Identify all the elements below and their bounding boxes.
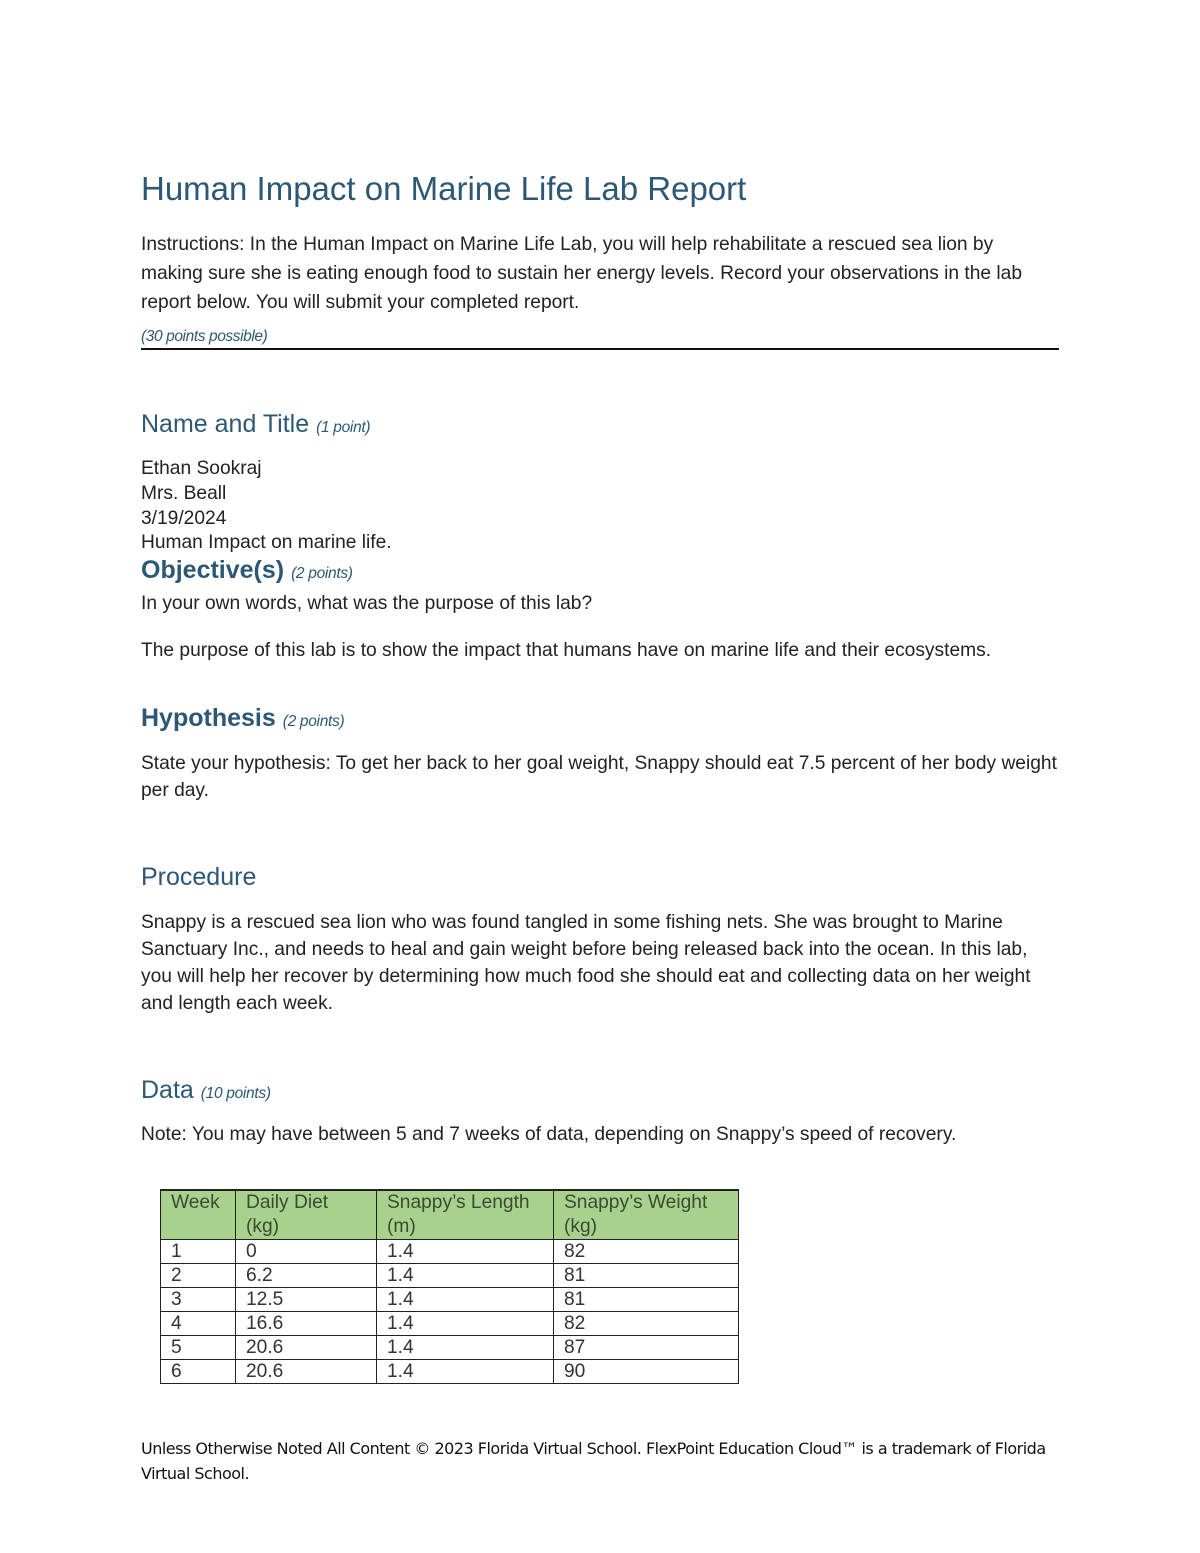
week-cell: 5 — [161, 1336, 236, 1360]
name-title-points: (1 point) — [316, 419, 371, 436]
hypothesis-heading-label: Hypothesis — [141, 704, 276, 732]
week-cell: 4 — [161, 1312, 236, 1336]
document-title: Human Impact on Marine Life Lab Report — [141, 170, 747, 207]
length-cell: 1.4 — [377, 1360, 554, 1384]
hypothesis-points: (2 points) — [282, 713, 345, 730]
weight-cell: 81 — [554, 1288, 739, 1312]
title-divider — [141, 348, 1059, 350]
name-title-heading — [141, 410, 370, 439]
copyright-footer: Unless Otherwise Noted All Content © 2023 Florida Virtual School. FlexPoint Education Cloud™ is a trademark of Florida Virtual School. — [141, 1439, 1046, 1483]
report-subtitle: Human Impact on marine life. — [141, 532, 392, 553]
column-header-weight: Snappy’s Weight (kg) — [554, 1190, 739, 1240]
diet-cell: 16.6 — [236, 1312, 377, 1336]
name-title-heading-label: Name and Title — [141, 410, 310, 438]
data-points: (10 points) — [200, 1085, 271, 1102]
objective-prompt: In your own words, what was the purpose of this lab? — [141, 593, 593, 614]
diet-cell: 0 — [236, 1240, 377, 1264]
points-possible-note: (30 points possible) — [141, 328, 268, 345]
teacher-name: Mrs. Beall — [141, 483, 227, 504]
diet-cell: 20.6 — [236, 1336, 377, 1360]
weight-cell: 82 — [554, 1312, 739, 1336]
table-row — [161, 1264, 739, 1288]
week-cell: 3 — [161, 1288, 236, 1312]
diet-cell: 6.2 — [236, 1264, 377, 1288]
length-cell: 1.4 — [377, 1288, 554, 1312]
table-row — [161, 1336, 739, 1360]
length-cell: 1.4 — [377, 1240, 554, 1264]
diet-cell: 12.5 — [236, 1288, 377, 1312]
data-heading — [141, 1076, 271, 1105]
table-header-row — [161, 1190, 739, 1240]
table-row — [161, 1360, 739, 1384]
data-heading-label: Data — [141, 1076, 194, 1104]
objective-answer: The purpose of this lab is to show the impact that humans have on marine life and their ecosystems. — [141, 640, 992, 661]
column-header-length: Snappy’s Length (m) — [377, 1190, 554, 1240]
column-header-daily-diet: Daily Diet (kg) — [236, 1190, 377, 1240]
weight-cell: 82 — [554, 1240, 739, 1264]
week-cell: 1 — [161, 1240, 236, 1264]
length-cell: 1.4 — [377, 1312, 554, 1336]
weight-cell: 87 — [554, 1336, 739, 1360]
objective-points: (2 points) — [291, 565, 353, 582]
length-cell: 1.4 — [377, 1264, 554, 1288]
procedure-heading: Procedure — [141, 863, 257, 891]
procedure-text: Snappy is a rescued sea lion who was found tangled in some fishing nets. She was brought to Marine Sanctuary Inc., and needs to heal and gain weight before being released back into the ocean. In this lab, you will help her recover by determining how much food she should eat and collecting data on her weight and length each week. — [141, 912, 1031, 1014]
weight-cell: 90 — [554, 1360, 739, 1384]
weight-cell: 81 — [554, 1264, 739, 1288]
data-note: Note: You may have between 5 and 7 weeks of data, depending on Snappy’s speed of recovery. — [141, 1124, 957, 1145]
hypothesis-text: State your hypothesis: To get her back to her goal weight, Snappy should eat 7.5 percent of her body weight per day. — [141, 753, 1057, 801]
length-cell: 1.4 — [377, 1336, 554, 1360]
objective-heading-label: Objective(s) — [141, 556, 285, 584]
hypothesis-heading — [141, 704, 344, 733]
diet-cell: 20.6 — [236, 1360, 377, 1384]
report-date: 3/19/2024 — [141, 508, 227, 529]
student-name: Ethan Sookraj — [141, 458, 262, 479]
instructions-text: Instructions: In the Human Impact on Marine Life Lab, you will help rehabilitate a rescued sea lion by making sure she is eating enough food to sustain her energy levels. Record your observations in the lab report below. You will submit your completed report. — [141, 234, 1023, 313]
table-row — [161, 1240, 739, 1264]
table-row — [161, 1312, 739, 1336]
column-header-week: Week — [161, 1190, 236, 1240]
table-row — [161, 1288, 739, 1312]
week-cell: 2 — [161, 1264, 236, 1288]
snappy-data-table — [160, 1189, 739, 1384]
objective-heading — [141, 556, 353, 585]
week-cell: 6 — [161, 1360, 236, 1384]
